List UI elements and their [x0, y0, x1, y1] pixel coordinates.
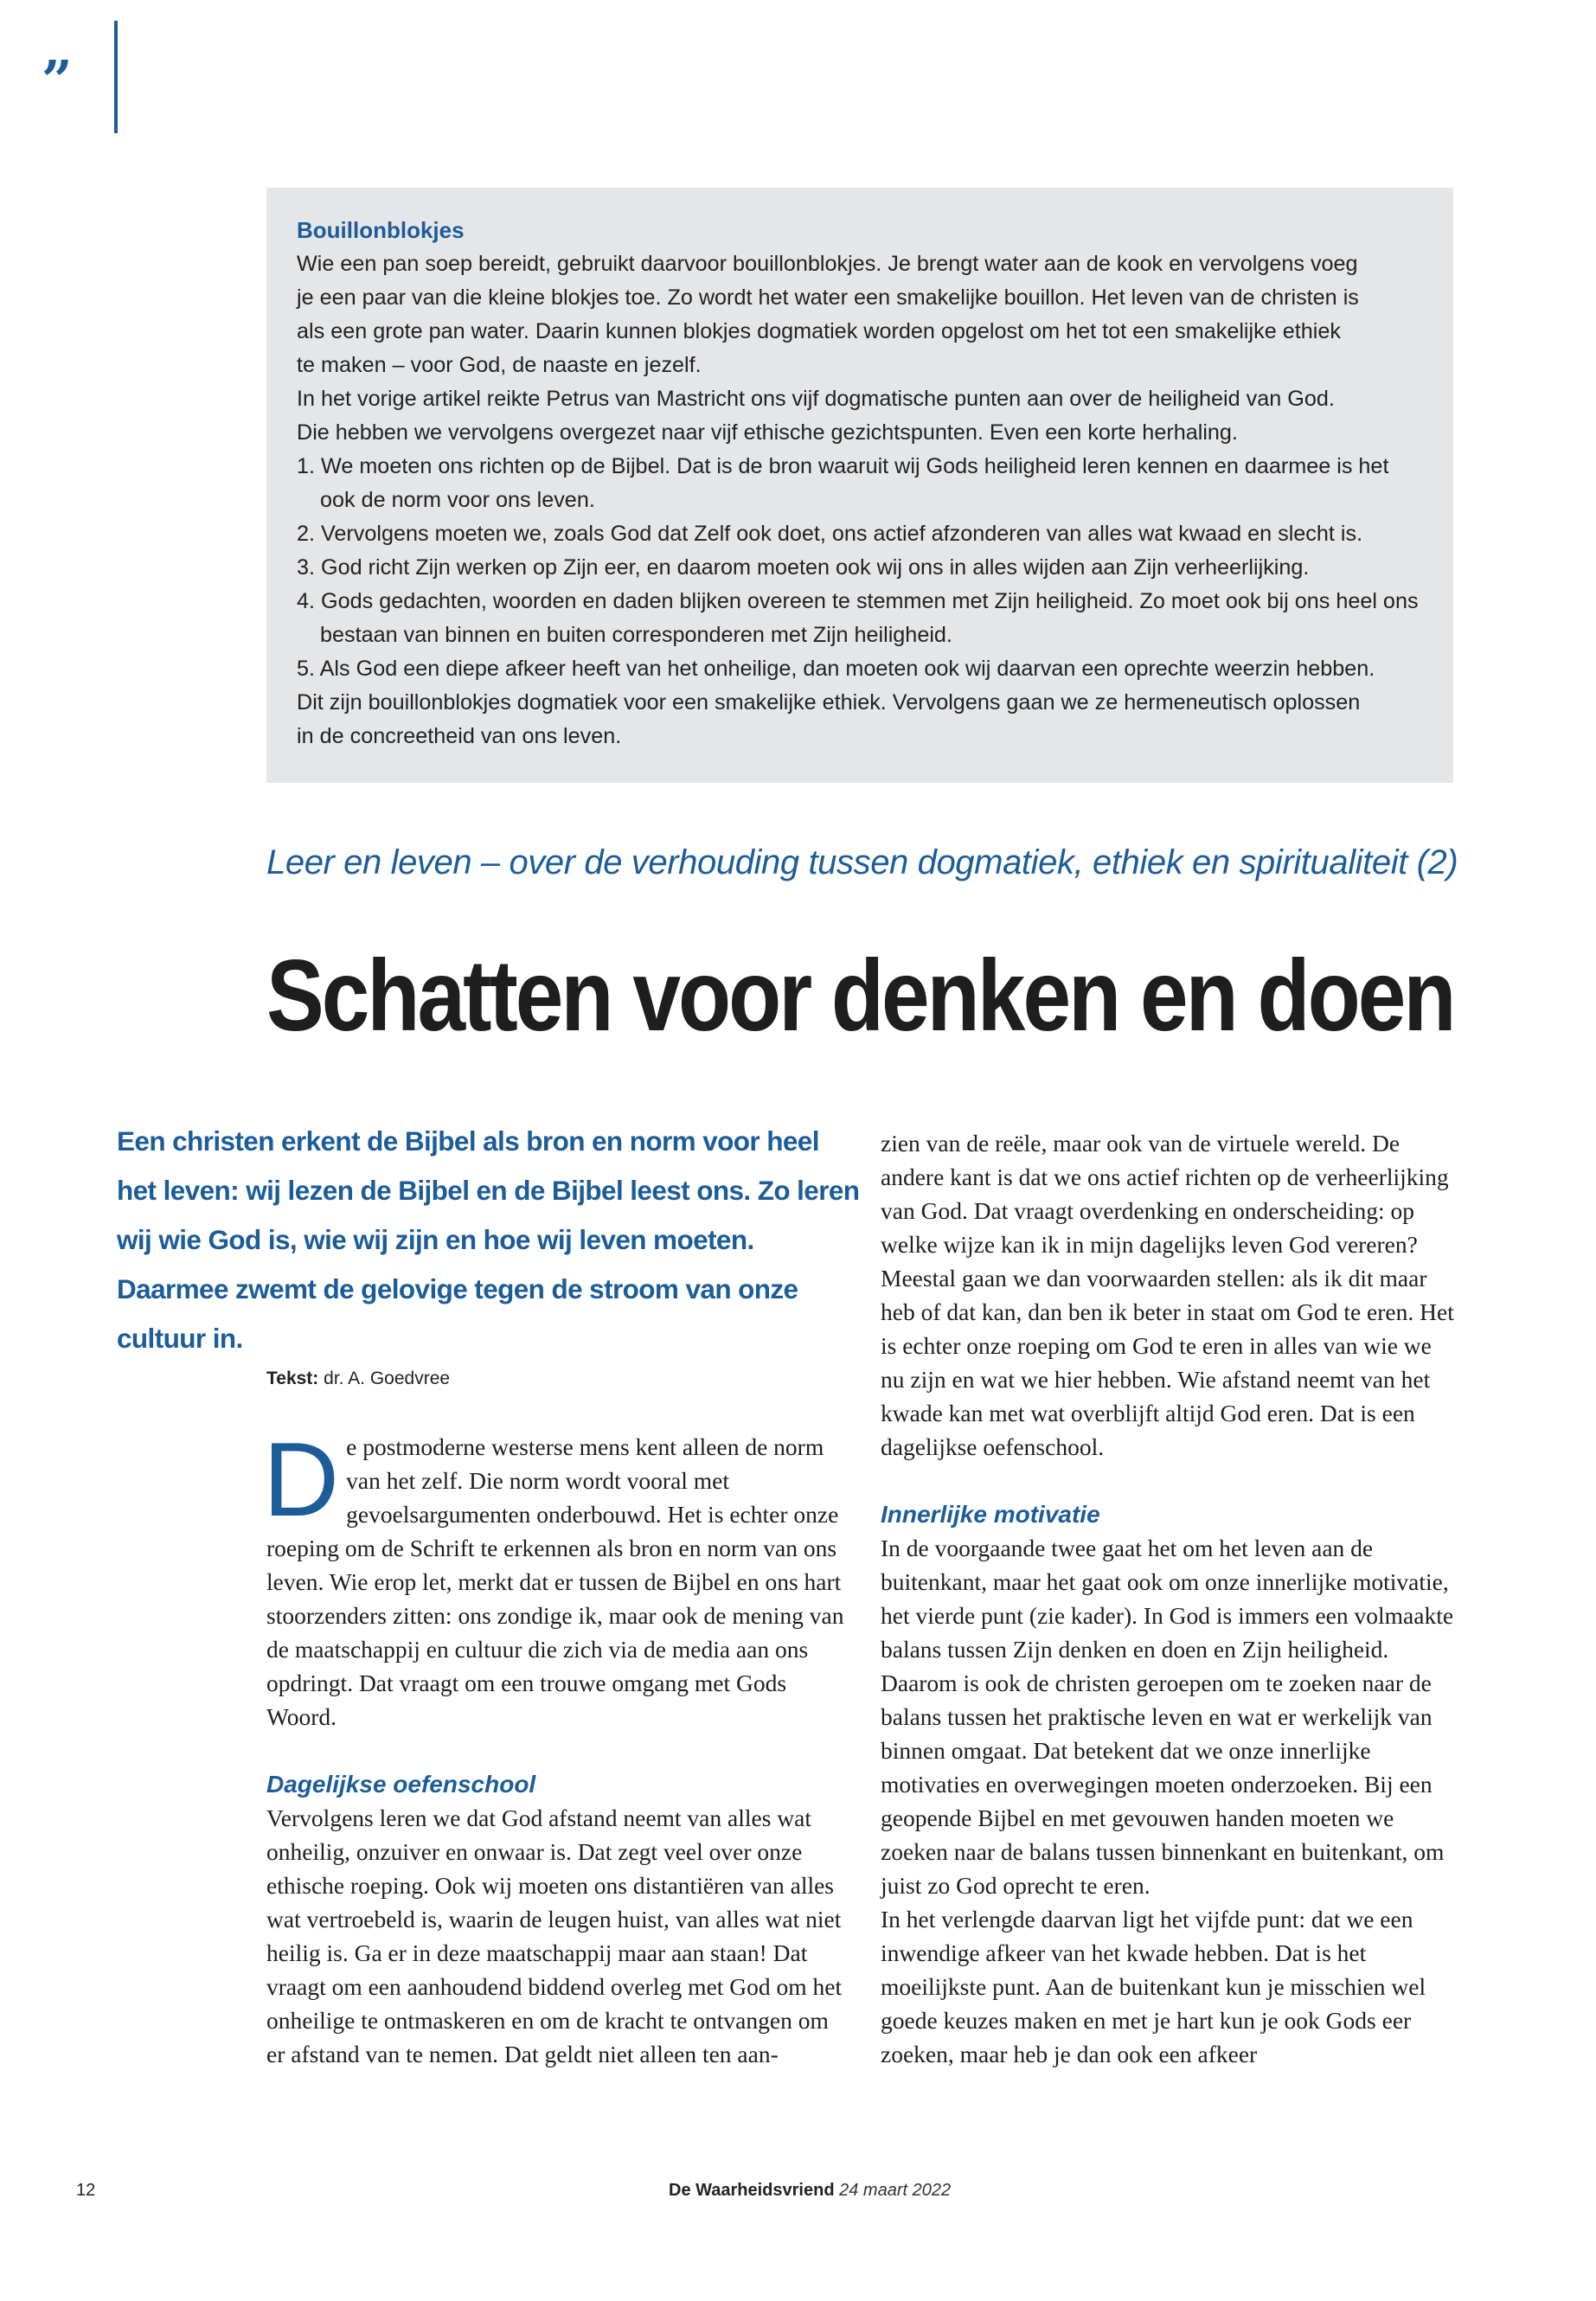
issue-date: 24 maart 2022: [839, 2181, 952, 2200]
magazine-name: De Waarheidsvriend: [669, 2181, 835, 2200]
page-footer: [669, 2181, 951, 2201]
article-lead: Een christen erkent de Bijbel als bron en norm voor heel het leven: wij lezen de Bijbel en de Bijbel leest ons. Zo leren wij wie God is, wie wij zijn en hoe wij leven moeten. Daarmee zwemt de gelovige tegen de stroom van onze cultuur in.: [117, 1125, 860, 1354]
byline-label: Tekst:: [266, 1368, 319, 1388]
body-paragraph: zien van de reële, maar ook van de virtuele wereld. De andere kant is dat we ons actief richten op de verheerlijking van God. Dat vraagt overdenking en onderscheiding: op welke wijze kan ik in mijn dagelijks leven God vereren? Meestal gaan we dan voorwaarden stellen: als ik dit maar heb of dat kan, dan ben ik beter in staat om God te eren. Het is echter onze roeping om God te eren in alles van wie we nu zijn en wat we hier hebben. Wie afstand neemt van het kwade kan met wat overblijft altijd God eren. Dat is een dagelijkse oefenschool.: [881, 1130, 1454, 1460]
info-box-line: je een paar van die kleine blokjes toe. Zo wordt het water een smakelijke bouillon. Het leven van de christen is: [297, 285, 1359, 310]
info-box-line: te maken – voor God, de naaste en jezelf.: [297, 353, 702, 377]
section-divider: [114, 21, 118, 133]
info-box-line: Wie een pan soep bereidt, gebruikt daarvoor bouillonblokjes. Je brengt water aan de kook en vervolgens voeg: [297, 252, 1358, 276]
body-text: e postmoderne westerse mens kent alleen de norm van het zelf. Die norm wordt vooral met gevoelsargumenten onderbouwd. Het is echter onze roeping om de Schrift te erkennen als bron en norm van ons leven. Wie erop let, merkt dat er tussen de Bijbel en ons hart stoorzenders zitten: ons zondige ik, maar ook de mening van de maatschappij en cultuur die zich via de media aan ons opdringt. Dat vraagt om een trouwe omgang met Gods Woord.: [266, 1433, 844, 1730]
byline: [266, 1368, 450, 1389]
body-paragraph: In het verlengde daarvan ligt het vijfde punt: dat we een inwendige afkeer van het kwade hebben. Dat is het moeilijkste punt. Aan de buitenkant kun je misschien wel goede keuzes maken en met je hart kun je ook Gods eer zoeken, maar heb je dan ook een afkeer: [881, 1906, 1426, 2067]
body-paragraph: Vervolgens leren we dat God afstand neemt van alles wat onheilig, onzuiver en onwaar is. Dat zegt veel over onze ethische roeping. Ook wij moeten ons distantiëren van alles wat vertroebeld is, waarin de leugen huist, van alles wat niet heilig is. Ga er in deze maatschappij maar aan staan! Dat vraagt om een aanhoudend biddend overleg met God om het onheilige te ontmaskeren en om de kracht te ontvangen om er afstand van te nemen. Dat geldt niet alleen ten aan-: [266, 1804, 843, 2067]
info-box-heading: Bouillonblokjes: [297, 217, 465, 243]
article-title: Schatten voor denken en doen: [266, 939, 1454, 1052]
article-column-right: [881, 1126, 1460, 2071]
info-box-line: Die hebben we vervolgens overgezet naar vijf ethische gezichtspunten. Even een korte herhaling.: [297, 420, 1238, 445]
info-box-line: In het vorige artikel reikte Petrus van Mastricht ons vijf dogmatische punten aan over de heiligheid van God.: [297, 387, 1335, 411]
quote-mark-icon: ”: [42, 48, 73, 112]
info-box-line: in de concreetheid van ons leven.: [297, 724, 622, 748]
article-subtitle: Leer en leven – over de verhouding tussen dogmatiek, ethiek en spiritualiteit (2): [266, 843, 1458, 881]
section-heading: Innerlijke motivatie: [881, 1501, 1100, 1528]
body-paragraph: [263, 1420, 846, 1734]
list-item: 4. Gods gedachten, woorden en daden blijken overeen te stemmen met Zijn heiligheid. Zo moet ook bij ons heel ons bestaan van binnen en buiten corresponderen met Zijn heiligheid.: [297, 589, 1419, 647]
section-heading: Dagelijkse oefenschool: [266, 1771, 536, 1798]
info-box-line: Dit zijn bouillonblokjes dogmatiek voor een smakelijke ethiek. Vervolgens gaan we ze hermeneutisch oplossen: [297, 690, 1361, 715]
list-item: 5. Als God een diepe afkeer heeft van het onheilige, dan moeten ook wij daarvan een oprechte weerzin hebben.: [297, 657, 1375, 681]
info-box: [266, 188, 1453, 783]
byline-author: dr. A. Goedvree: [324, 1368, 451, 1388]
info-box-line: als een grote pan water. Daarin kunnen blokjes dogmatiek worden opgelost om het tot een smakelijke ethiek: [297, 319, 1341, 343]
page-number: 12: [76, 2181, 96, 2200]
article-column-left: [263, 1420, 846, 2071]
list-item: 3. God richt Zijn werken op Zijn eer, en daarom moeten ook wij ons in alles wijden aan Zijn verheerlijking.: [297, 555, 1310, 580]
body-paragraph: In de voorgaande twee gaat het om het leven aan de buitenkant, maar het gaat ook om onze innerlijke motivatie, het vierde punt (zie kader). In God is immers een volmaakte balans tussen Zijn denken en doen en Zijn heiligheid. Daarom is ook de christen geroepen om te zoeken naar de balans tussen het praktische leven en wat er werkelijk van binnen omgaat. Dat betekent dat we onze innerlijke motivaties en overwegingen moeten onderzoeken. Bij een geopende Bijbel en met gevouwen handen moeten we zoeken naar de balans tussen binnenkant en buitenkant, om juist zo God oprecht te eren.: [881, 1535, 1454, 1899]
list-item: 1. We moeten ons richten op de Bijbel. Dat is de bron waaruit wij Gods heiligheid leren kennen en daarmee is het ook de norm voor ons leven.: [297, 454, 1389, 512]
info-box-list: [297, 450, 1424, 686]
list-item: 2. Vervolgens moeten we, zoals God dat Zelf ook doet, ons actief afzonderen van alles wat kwaad en slecht is.: [297, 522, 1363, 546]
drop-cap: D: [263, 1420, 340, 1538]
